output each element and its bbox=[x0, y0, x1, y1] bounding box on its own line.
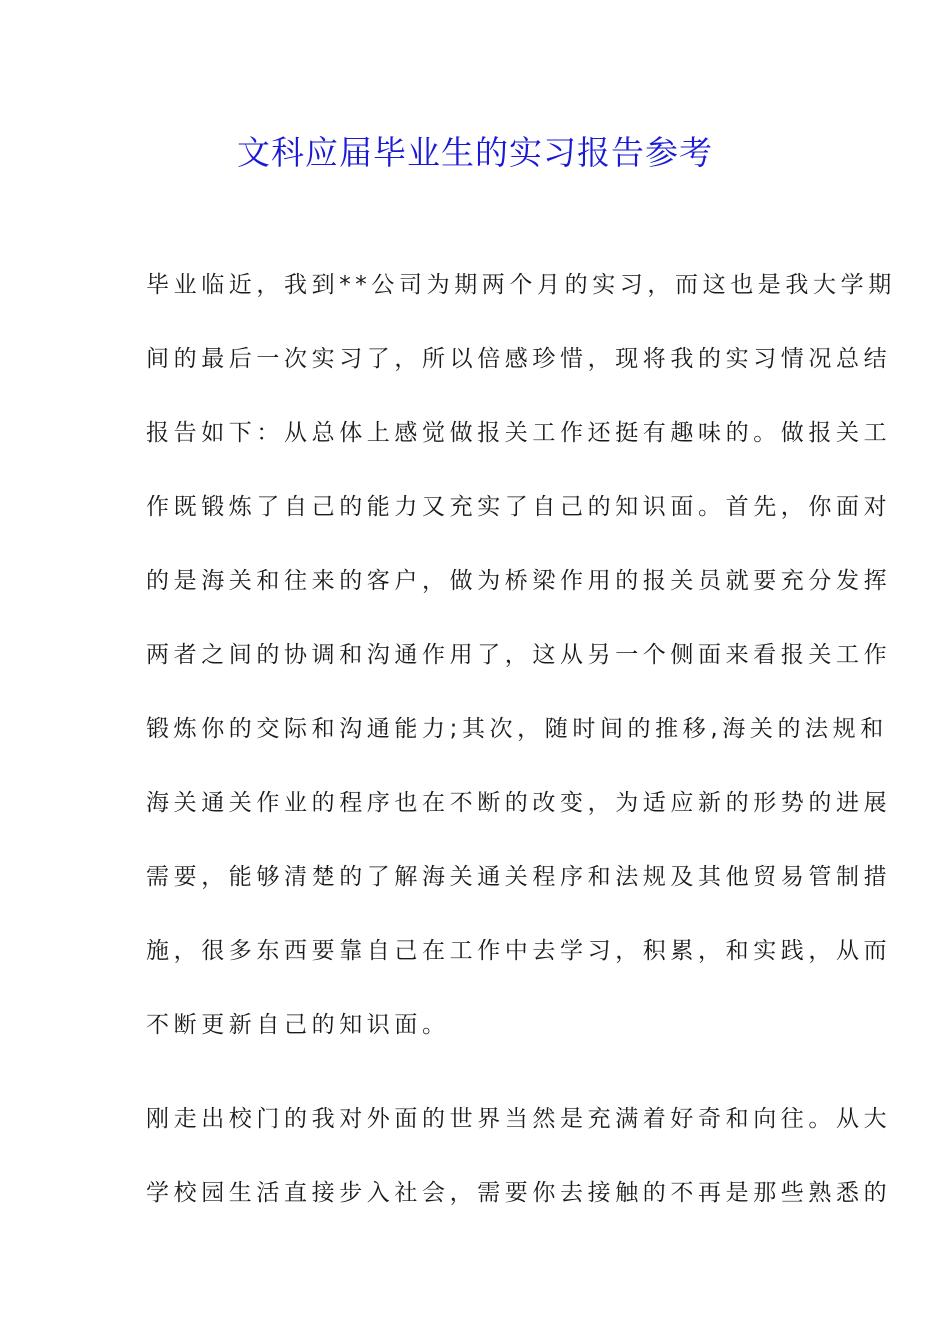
text-line: 海关通关作业的程序也在不断的改变，为适应新的形势的进展 bbox=[146, 790, 892, 816]
paragraph-1 bbox=[146, 248, 896, 1062]
text-line: 的是海关和往来的客户，做为桥梁作用的报关员就要充分发挥 bbox=[146, 568, 892, 594]
text-line: 需要，能够清楚的了解海关通关程序和法规及其他贸易管制措 bbox=[146, 864, 892, 890]
text-line: 刚走出校门的我对外面的世界当然是充满着好奇和向往。从大 bbox=[146, 1106, 892, 1132]
text-line: 毕业临近，我到**公司为期两个月的实习，而这也是我大学期 bbox=[146, 272, 896, 298]
text-line: 两者之间的协调和沟通作用了，这从另一个侧面来看报关工作 bbox=[146, 642, 892, 668]
text-line: 作既锻炼了自己的能力又充实了自己的知识面。首先，你面对 bbox=[146, 494, 892, 520]
text-line: 施，很多东西要靠自己在工作中去学习，积累，和实践，从而 bbox=[146, 938, 892, 964]
text-line: 报告如下：从总体上感觉做报关工作还挺有趣味的。做报关工 bbox=[146, 420, 892, 446]
text-line: 不断更新自己的知识面。 bbox=[146, 1012, 450, 1038]
text-line: 锻炼你的交际和沟通能力;其次，随时间的推移,海关的法规和 bbox=[146, 716, 888, 742]
paragraph-2 bbox=[146, 1082, 892, 1230]
text-line: 学校园生活直接步入社会，需要你去接触的不再是那些熟悉的 bbox=[146, 1180, 892, 1206]
document-title: 文科应届毕业生的实习报告参考 bbox=[237, 133, 713, 172]
text-line: 间的最后一次实习了，所以倍感珍惜，现将我的实习情况总结 bbox=[146, 346, 892, 372]
